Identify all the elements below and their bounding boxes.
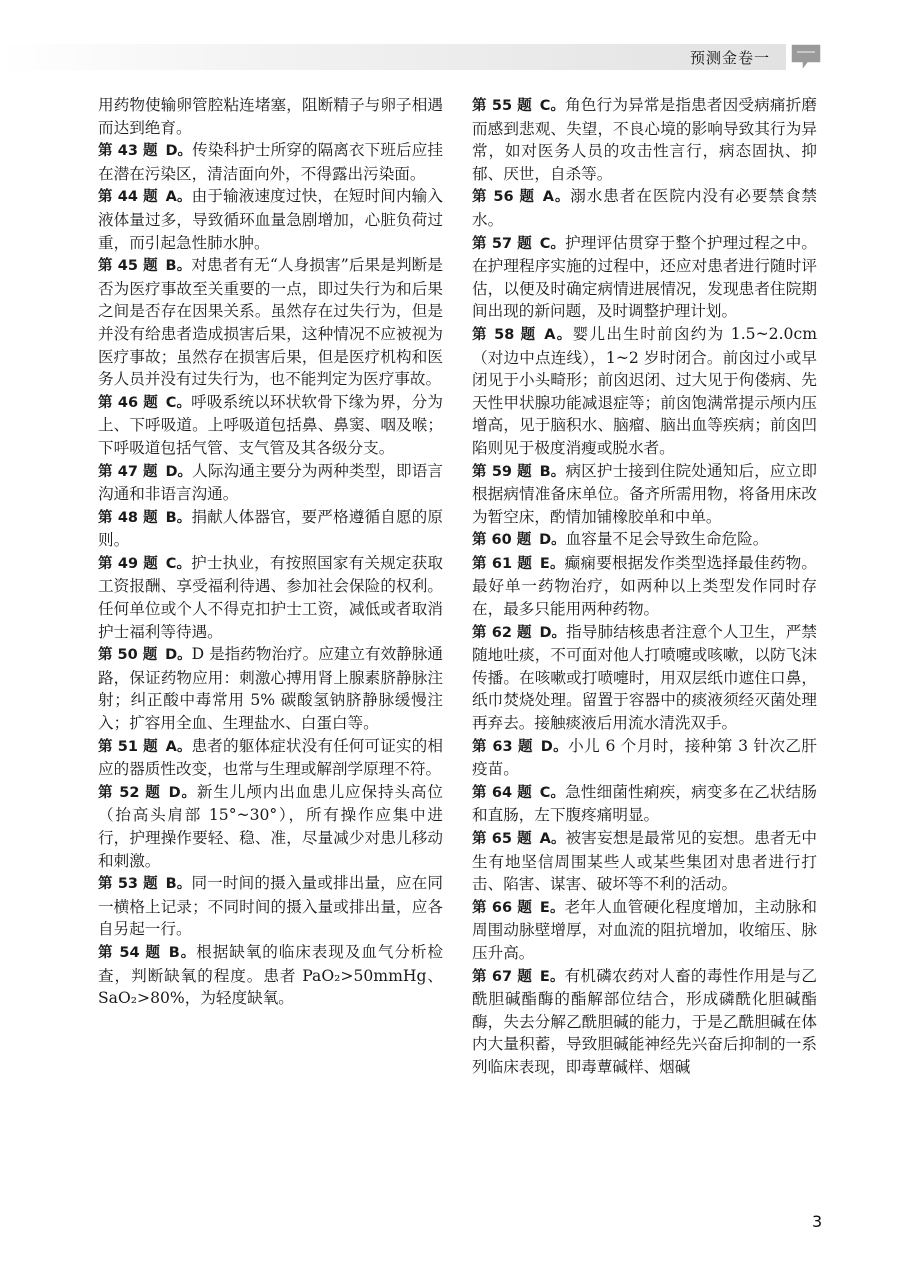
answer-paragraph bbox=[98, 254, 443, 391]
explanation-text: 指导肺结核患者注意个人卫生，严禁随地吐痰，不可面对他人打喷嚏或咳嗽，以防飞沫传播。在咳嗽或打喷嚏时，用双层纸巾遮住口鼻，纸巾焚烧处理。留置于容器中的痰液须经灭菌处理再弃去。接触痰液后用流水清洗双手。 bbox=[472, 622, 817, 733]
answer-paragraph bbox=[472, 185, 817, 231]
question-number: 第 57 题 bbox=[472, 235, 532, 252]
question-number: 第 66 题 bbox=[472, 899, 533, 916]
question-number: 第 59 题 bbox=[472, 463, 532, 480]
page-number: 3 bbox=[812, 1212, 823, 1231]
question-number: 第 60 题 bbox=[472, 532, 532, 549]
question-number: 第 55 题 bbox=[472, 98, 532, 114]
answer-letter: D。 bbox=[165, 463, 193, 480]
answer-paragraph bbox=[98, 139, 443, 185]
question-number: 第 46 题 bbox=[98, 394, 158, 411]
answer-paragraph bbox=[98, 460, 443, 506]
question-number: 第 54 题 bbox=[98, 944, 161, 961]
question-number: 第 43 题 bbox=[98, 143, 158, 160]
answer-letter: A。 bbox=[539, 831, 566, 847]
answer-paragraph bbox=[98, 872, 443, 941]
question-number: 第 61 题 bbox=[472, 555, 533, 572]
answer-paragraph bbox=[472, 460, 817, 529]
question-number: 第 53 题 bbox=[98, 876, 158, 893]
answer-paragraph bbox=[98, 781, 443, 872]
explanation-text: 老年人血管硬化程度增加，主动脉和周围动脉壁增厚，对血流的阻抗增加，收缩压、脉压升高。 bbox=[472, 897, 817, 962]
answer-paragraph bbox=[472, 781, 817, 827]
answer-letter: B。 bbox=[539, 463, 566, 480]
explanation-text: 用药物使输卵管腔粘连堵塞，阻断精子与卵子相遇而达到绝育。 bbox=[98, 96, 443, 137]
answer-letter: D。 bbox=[165, 647, 192, 664]
question-number: 第 51 题 bbox=[98, 738, 158, 755]
answer-letter: B。 bbox=[168, 944, 197, 961]
answer-letter: C。 bbox=[165, 555, 192, 572]
answer-paragraph bbox=[472, 735, 817, 781]
explanation-text: 对患者有无“人身损害”后果是判断是否为医疗事故至关重要的一点，即过失行为和后果之间是否存在因果关系。虽然存在过失行为，但是并没有给患者造成损害后果，这种情况不应被视为医疗事故；虽然存在损害后果，但是医疗机构和医务人员并没有过失行为，也不能判定为医疗事故。 bbox=[98, 256, 443, 389]
header-bar bbox=[0, 44, 786, 70]
answer-paragraph bbox=[98, 94, 443, 139]
question-number: 第 45 题 bbox=[98, 258, 158, 275]
question-number: 第 64 题 bbox=[472, 784, 532, 801]
answer-paragraph bbox=[472, 552, 817, 621]
answer-letter: C。 bbox=[165, 394, 192, 411]
answer-letter: D。 bbox=[168, 784, 197, 801]
answer-letter: A。 bbox=[544, 326, 573, 343]
question-number: 第 50 题 bbox=[98, 647, 158, 664]
question-number: 第 48 题 bbox=[98, 509, 158, 526]
explanation-text: 护理评估贯穿于整个护理过程之中。在护理程序实施的过程中，还应对患者进行随时评估，以便及时确定病情进展情况，发现患者住院期间出现的新问题，及时调整护理计划。 bbox=[472, 233, 817, 321]
answer-letter: C。 bbox=[539, 98, 566, 114]
explanation-text: 传染科护士所穿的隔离衣下班后应挂在潜在污染区，清洁面向外，不得露出污染面。 bbox=[98, 141, 443, 183]
answer-letter: B。 bbox=[165, 258, 192, 275]
explanation-text: 被害妄想是最常见的妄想。患者无中生有地坚信周围某些人或某些集团对患者进行打击、陷害、谋害、破坏等不利的活动。 bbox=[472, 829, 817, 894]
answer-letter: E。 bbox=[539, 555, 565, 572]
answer-letter: C。 bbox=[539, 235, 566, 252]
answer-letter: C。 bbox=[539, 784, 566, 801]
explanation-text: 呼吸系统以环状软骨下缘为界，分为上、下呼吸道。上呼吸道包括鼻、鼻窦、咽及喉；下呼吸道包括气管、支气管及其各级分支。 bbox=[98, 392, 443, 457]
speech-bubble-icon bbox=[788, 40, 824, 74]
question-number: 第 65 题 bbox=[472, 831, 532, 847]
explanation-text: 血容量不足会导致生命危险。 bbox=[565, 530, 769, 549]
explanation-text: 急性细菌性痢疾，病变多在乙状结肠和直肠，左下腹疼痛明显。 bbox=[472, 782, 817, 825]
answer-letter: E。 bbox=[539, 899, 565, 916]
right-column bbox=[472, 94, 817, 1079]
left-column bbox=[98, 94, 443, 1010]
explanation-text: 小儿 6 个月时，接种第 3 针次乙肝疫苗。 bbox=[472, 736, 818, 779]
explanation-text: D 是指药物治疗。应建立有效静脉通路，保证药物应用：刺激心搏用肾上腺素脐静脉注射；纠正酸中毒常用 5% 碳酸氢钠脐静脉缓慢注入；扩容用全血、生理盐水、白蛋白等。 bbox=[98, 645, 443, 733]
answer-paragraph bbox=[98, 185, 443, 254]
explanation-text: 由于输液速度过快，在短时间内输入液体量过多，导致循环血量急剧增加，心脏负荷过重，而引起急性肺水肿。 bbox=[98, 187, 443, 252]
explanation-text: 角色行为异常是指患者因受病痛折磨而感到悲观、失望，不良心境的影响导致其行为异常，如对医务人员的攻击性言行，病态固执、抑郁、厌世，自杀等。 bbox=[472, 96, 817, 183]
question-number: 第 58 题 bbox=[472, 326, 537, 343]
answer-paragraph bbox=[472, 323, 817, 460]
answer-letter: E。 bbox=[539, 968, 565, 985]
answer-paragraph bbox=[472, 232, 817, 323]
answer-letter: A。 bbox=[165, 738, 192, 755]
answer-letter: A。 bbox=[542, 189, 571, 206]
explanation-text: 同一时间的摄入量或排出量，应在同一横格上记录；不同时间的摄入量或排出量，应各自另起一行。 bbox=[98, 874, 443, 939]
answer-paragraph bbox=[472, 94, 817, 185]
explanation-text: 根据缺氧的临床表现及血气分析检查，判断缺氧的程度。患者 PaO₂>50mmHg、SaO₂>80%，为轻度缺氧。 bbox=[98, 942, 443, 1008]
running-header-title: 预测金卷一 bbox=[689, 49, 770, 67]
answer-paragraph bbox=[472, 896, 817, 965]
question-number: 第 44 题 bbox=[98, 189, 158, 206]
explanation-text: 婴儿出生时前囟约为 1.5~2.0cm（对边中点连线），1~2 岁时闭合。前囟过小或早闭见于小头畸形；前囟迟闭、过大见于佝偻病、先天性甲状腺功能减退症等；前囟饱满常提示颅内压增高，见于脑积水、脑瘤、脑出血等疾病；前囟凹陷则见于极度消瘦或脱水者。 bbox=[472, 324, 817, 457]
explanation-text: 癫痫要根据发作类型选择最佳药物。最好单一药物治疗，如两种以上类型发作同时存在，最多只能用两种药物。 bbox=[472, 553, 817, 619]
question-number: 第 52 题 bbox=[98, 784, 161, 801]
question-number: 第 47 题 bbox=[98, 463, 158, 480]
explanation-text: 有机磷农药对人畜的毒性作用是与乙酰胆碱酯酶的酯解部位结合，形成磷酰化胆碱酯酶，失去分解乙酰胆碱的能力，于是乙酰胆碱在体内大量积蓄，导致胆碱能神经先兴奋后抑制的一系列临床表现，即毒蕈碱样、烟碱 bbox=[472, 966, 817, 1076]
answer-paragraph bbox=[98, 735, 443, 781]
explanation-text: 人际沟通主要分为两种类型，即语言沟通和非语言沟通。 bbox=[98, 461, 443, 504]
explanation-text: 溺水患者在医院内没有必要禁食禁水。 bbox=[472, 187, 817, 229]
answer-letter: B。 bbox=[165, 876, 192, 893]
answer-paragraph bbox=[472, 528, 817, 552]
question-number: 第 62 题 bbox=[472, 624, 532, 641]
answer-paragraph bbox=[472, 965, 817, 1079]
question-number: 第 49 题 bbox=[98, 555, 158, 572]
question-number: 第 56 题 bbox=[472, 189, 535, 206]
answer-paragraph bbox=[98, 941, 443, 1010]
answer-letter: D。 bbox=[165, 143, 193, 160]
answer-paragraph bbox=[98, 552, 443, 643]
answer-letter: D。 bbox=[539, 624, 567, 641]
question-number: 第 63 题 bbox=[472, 738, 533, 755]
answer-paragraph bbox=[98, 643, 443, 734]
explanation-text: 病区护士接到住院处通知后，应立即根据病情准备床单位。备齐所需用物，将备用床改为暂空床，酌情加铺橡胶单和中单。 bbox=[472, 461, 817, 526]
answer-paragraph bbox=[98, 391, 443, 460]
answer-letter: D。 bbox=[539, 532, 566, 549]
answer-paragraph bbox=[98, 506, 443, 552]
explanation-text: 患者的躯体症状没有任何可证实的相应的器质性改变，也常与生理或解剖学原理不符。 bbox=[98, 736, 443, 779]
explanation-text: 捐献人体器官，要严格遵循自愿的原则。 bbox=[98, 507, 443, 550]
answer-letter: D。 bbox=[540, 738, 569, 755]
answer-letter: B。 bbox=[165, 509, 192, 526]
explanation-text: 新生儿颅内出血患儿应保持头高位（抬高头肩部 15°~30°），所有操作应集中进行，护理操作要轻、稳、准，尽量减少对患儿移动和刺激。 bbox=[98, 782, 443, 870]
answer-letter: A。 bbox=[165, 189, 192, 206]
answer-paragraph bbox=[472, 827, 817, 896]
answer-paragraph bbox=[472, 621, 817, 735]
explanation-text: 护士执业，有按照国家有关规定获取工资报酬、享受福利待遇、参加社会保险的权利。任何单位或个人不得克扣护士工资，减低或者取消护士福利等待遇。 bbox=[98, 553, 443, 641]
question-number: 第 67 题 bbox=[472, 968, 533, 985]
